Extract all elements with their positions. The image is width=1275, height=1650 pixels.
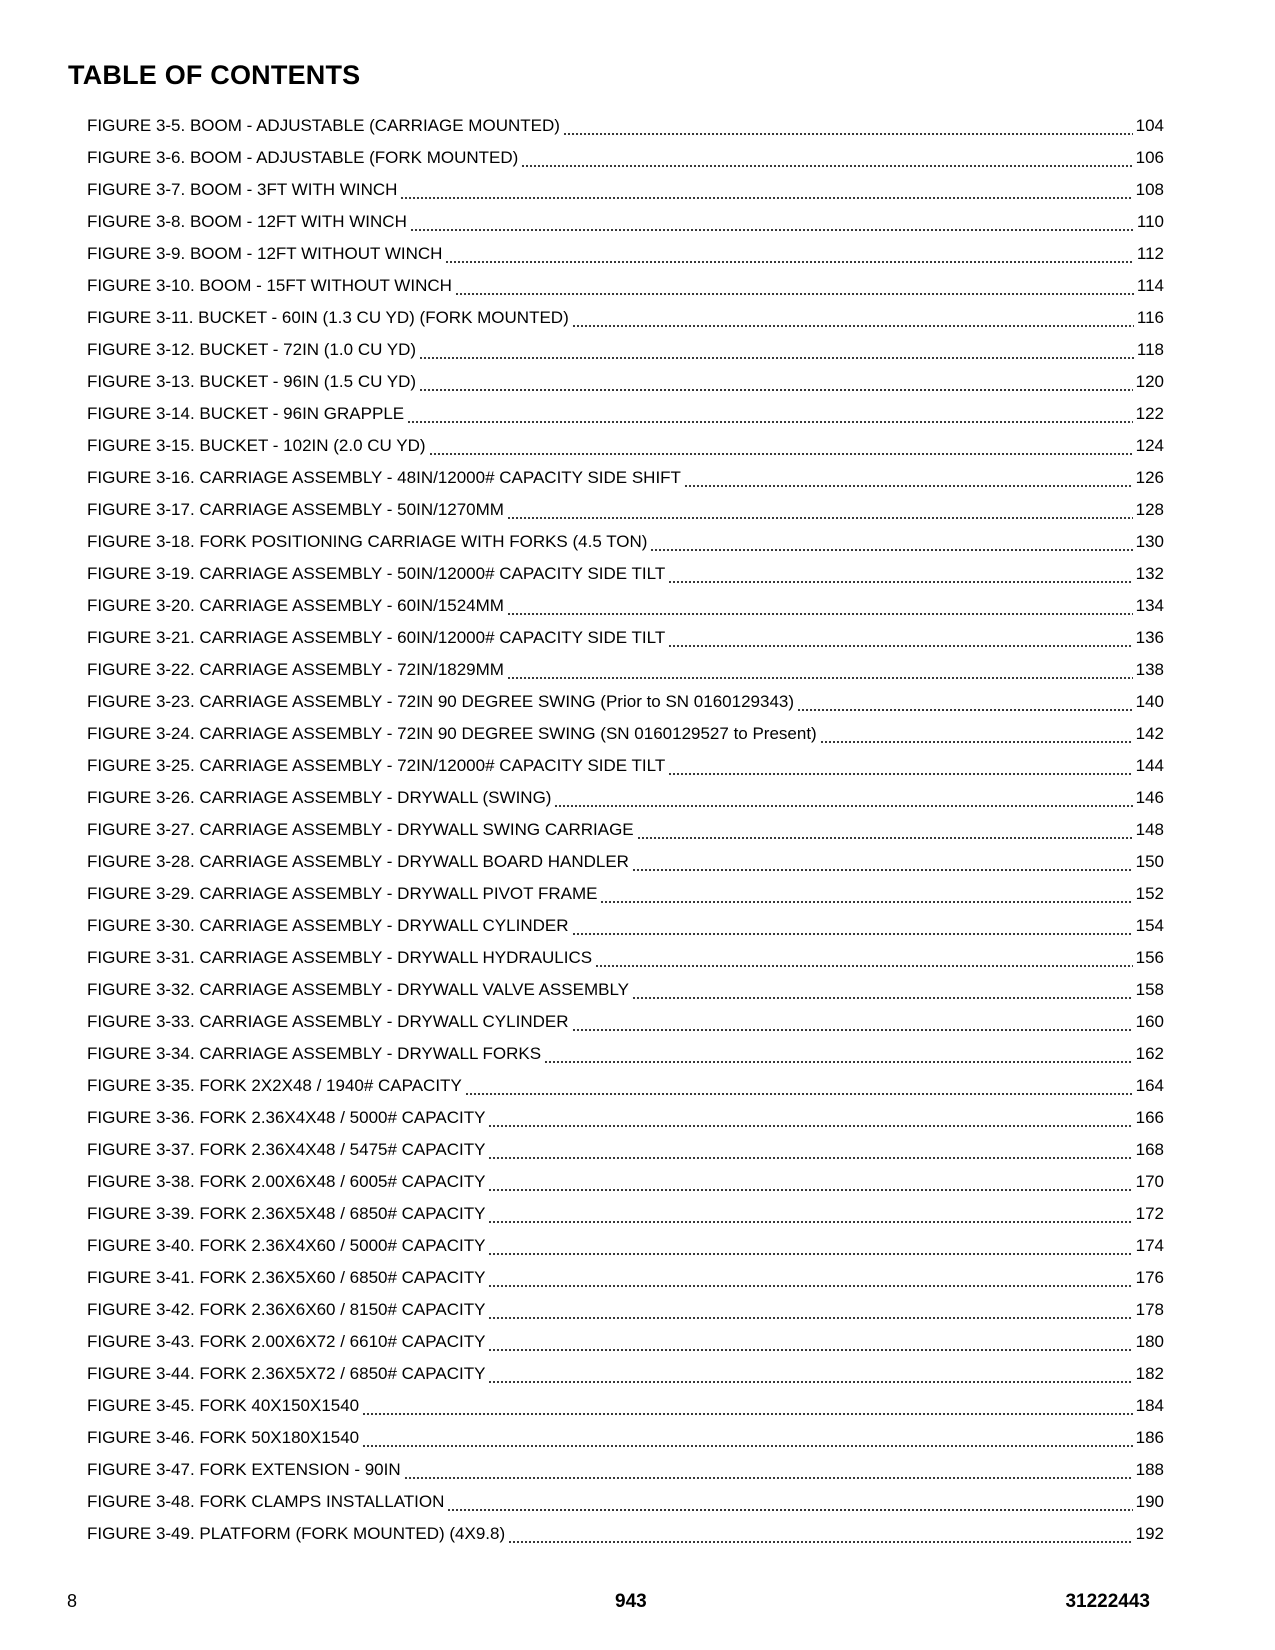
- toc-entry[interactable]: [87, 878, 1164, 910]
- toc-entry-label[interactable]: FIGURE 3-34. CARRIAGE ASSEMBLY - DRYWALL FORKS: [87, 1044, 542, 1063]
- toc-entry-page-number[interactable]: 168: [1135, 1140, 1164, 1159]
- toc-entry[interactable]: [87, 974, 1164, 1006]
- toc-entry[interactable]: [87, 1262, 1164, 1294]
- toc-entry[interactable]: [87, 558, 1164, 590]
- toc-entry-label[interactable]: FIGURE 3-39. FORK 2.36X5X48 / 6850# CAPACITY: [87, 1204, 486, 1223]
- toc-entry[interactable]: [87, 430, 1164, 462]
- toc-entry-label[interactable]: FIGURE 3-15. BUCKET - 102IN (2.0 CU YD): [87, 436, 426, 455]
- dot-leader: [684, 466, 1133, 488]
- dot-leader: [554, 786, 1132, 808]
- toc-entry-page-number[interactable]: 114: [1136, 276, 1164, 295]
- dot-leader: [797, 690, 1133, 712]
- toc-entry-label[interactable]: FIGURE 3-46. FORK 50X180X1540: [87, 1428, 360, 1447]
- toc-entry-page-number[interactable]: 170: [1135, 1172, 1164, 1191]
- toc-entry-label[interactable]: FIGURE 3-9. BOOM - 12FT WITHOUT WINCH: [87, 244, 443, 263]
- toc-entry-page-number[interactable]: 178: [1135, 1300, 1164, 1319]
- toc-entry[interactable]: [87, 846, 1164, 878]
- toc-entry-page-number[interactable]: 118: [1136, 340, 1164, 359]
- toc-entry[interactable]: [87, 174, 1164, 206]
- toc-entry-page-number[interactable]: 188: [1135, 1460, 1164, 1479]
- toc-entry[interactable]: [87, 142, 1164, 174]
- toc-entry-page-number[interactable]: 164: [1135, 1076, 1164, 1095]
- toc-entry-label[interactable]: FIGURE 3-10. BOOM - 15FT WITHOUT WINCH: [87, 276, 452, 295]
- toc-entry-label[interactable]: FIGURE 3-29. CARRIAGE ASSEMBLY - DRYWALL PIVOT FRAME: [87, 884, 598, 903]
- toc-entry-label[interactable]: FIGURE 3-26. CARRIAGE ASSEMBLY - DRYWALL (SWING): [87, 788, 552, 807]
- toc-entry-page-number[interactable]: 104: [1135, 116, 1164, 135]
- dot-leader: [637, 818, 1133, 840]
- toc-entry[interactable]: [87, 526, 1164, 558]
- toc-list: [87, 110, 1164, 1550]
- toc-entry-label[interactable]: FIGURE 3-18. FORK POSITIONING CARRIAGE WITH FORKS (4.5 TON): [87, 532, 648, 551]
- dot-leader: [650, 530, 1132, 552]
- dot-leader: [508, 1522, 1133, 1544]
- toc-entry-page-number[interactable]: 134: [1135, 596, 1164, 615]
- toc-entry-page-number[interactable]: 156: [1135, 948, 1164, 967]
- toc-entry-page-number[interactable]: 174: [1135, 1236, 1164, 1255]
- toc-entry-label[interactable]: FIGURE 3-49. PLATFORM (FORK MOUNTED) (4X9.8): [87, 1524, 506, 1543]
- toc-entry-label[interactable]: FIGURE 3-16. CARRIAGE ASSEMBLY - 48IN/12000# CAPACITY SIDE SHIFT: [87, 468, 681, 487]
- dot-leader: [419, 338, 1134, 360]
- toc-entry-page-number[interactable]: 138: [1135, 660, 1164, 679]
- dot-leader: [668, 626, 1132, 648]
- toc-entry-page-number[interactable]: 192: [1135, 1524, 1164, 1543]
- toc-entry-label[interactable]: FIGURE 3-14. BUCKET - 96IN GRAPPLE: [87, 404, 405, 423]
- toc-entry[interactable]: [87, 1166, 1164, 1198]
- toc-entry-page-number[interactable]: 152: [1135, 884, 1164, 903]
- toc-entry-page-number[interactable]: 110: [1136, 212, 1164, 231]
- dot-leader: [668, 754, 1132, 776]
- dot-leader: [488, 1234, 1132, 1256]
- toc-entry[interactable]: [87, 1454, 1164, 1486]
- toc-entry-page-number[interactable]: 176: [1135, 1268, 1164, 1287]
- dot-leader: [429, 434, 1133, 456]
- toc-entry-label[interactable]: FIGURE 3-28. CARRIAGE ASSEMBLY - DRYWALL BOARD HANDLER: [87, 852, 629, 871]
- toc-entry-page-number[interactable]: 112: [1136, 244, 1164, 263]
- toc-entry-page-number[interactable]: 186: [1135, 1428, 1164, 1447]
- dot-leader: [544, 1042, 1133, 1064]
- toc-entry-label[interactable]: FIGURE 3-38. FORK 2.00X6X48 / 6005# CAPACITY: [87, 1172, 486, 1191]
- toc-entry-label[interactable]: FIGURE 3-12. BUCKET - 72IN (1.0 CU YD): [87, 340, 417, 359]
- toc-entry-page-number[interactable]: 132: [1135, 564, 1164, 583]
- toc-entry-page-number[interactable]: 162: [1135, 1044, 1164, 1063]
- toc-entry-label[interactable]: FIGURE 3-22. CARRIAGE ASSEMBLY - 72IN/1829MM: [87, 660, 504, 679]
- toc-entry-page-number[interactable]: 124: [1135, 436, 1164, 455]
- toc-entry-label[interactable]: FIGURE 3-32. CARRIAGE ASSEMBLY - DRYWALL VALVE ASSEMBLY: [87, 980, 629, 999]
- toc-entry-page-number[interactable]: 136: [1135, 628, 1164, 647]
- dot-leader: [445, 242, 1133, 264]
- toc-entry-page-number[interactable]: 166: [1135, 1108, 1164, 1127]
- toc-entry-label[interactable]: FIGURE 3-21. CARRIAGE ASSEMBLY - 60IN/12000# CAPACITY SIDE TILT: [87, 628, 666, 647]
- toc-entry-page-number[interactable]: 130: [1135, 532, 1164, 551]
- toc-entry-label[interactable]: FIGURE 3-35. FORK 2X2X48 / 1940# CAPACITY: [87, 1076, 462, 1095]
- dot-leader: [488, 1202, 1132, 1224]
- toc-entry-label[interactable]: FIGURE 3-48. FORK CLAMPS INSTALLATION: [87, 1492, 445, 1511]
- toc-entry-label[interactable]: FIGURE 3-31. CARRIAGE ASSEMBLY - DRYWALL HYDRAULICS: [87, 948, 593, 967]
- toc-entry-page-number[interactable]: 180: [1135, 1332, 1164, 1351]
- footer-document-number: 31222443: [1065, 1591, 1150, 1612]
- toc-entry-label[interactable]: FIGURE 3-47. FORK EXTENSION - 90IN: [87, 1460, 401, 1479]
- dot-leader: [507, 498, 1133, 520]
- toc-entry-label[interactable]: FIGURE 3-8. BOOM - 12FT WITH WINCH: [87, 212, 407, 231]
- toc-entry[interactable]: [87, 494, 1164, 526]
- dot-leader: [507, 594, 1133, 616]
- toc-entry[interactable]: [87, 206, 1164, 238]
- footer-center-number: 943: [615, 1591, 647, 1612]
- dot-leader: [572, 306, 1134, 328]
- toc-entry[interactable]: [87, 462, 1164, 494]
- toc-entry[interactable]: [87, 782, 1164, 814]
- toc-entry-label[interactable]: FIGURE 3-40. FORK 2.36X4X60 / 5000# CAPACITY: [87, 1236, 486, 1255]
- toc-entry[interactable]: [87, 110, 1164, 142]
- dot-leader: [488, 1266, 1132, 1288]
- toc-entry[interactable]: [87, 1198, 1164, 1230]
- toc-entry[interactable]: [87, 270, 1164, 302]
- toc-entry-label[interactable]: FIGURE 3-27. CARRIAGE ASSEMBLY - DRYWALL SWING CARRIAGE: [87, 820, 634, 839]
- toc-entry[interactable]: [87, 590, 1164, 622]
- toc-entry[interactable]: [87, 622, 1164, 654]
- toc-entry-label[interactable]: FIGURE 3-13. BUCKET - 96IN (1.5 CU YD): [87, 372, 417, 391]
- dot-leader: [362, 1426, 1132, 1448]
- toc-entry[interactable]: [87, 654, 1164, 686]
- toc-entry[interactable]: [87, 1230, 1164, 1262]
- toc-entry-label[interactable]: FIGURE 3-30. CARRIAGE ASSEMBLY - DRYWALL CYLINDER: [87, 916, 569, 935]
- toc-entry[interactable]: [87, 1102, 1164, 1134]
- toc-entry[interactable]: [87, 1422, 1164, 1454]
- dot-leader: [488, 1106, 1132, 1128]
- dot-leader: [572, 1010, 1133, 1032]
- toc-entry[interactable]: [87, 366, 1164, 398]
- toc-entry-page-number[interactable]: 128: [1135, 500, 1164, 519]
- dot-leader: [488, 1362, 1132, 1384]
- toc-entry[interactable]: [87, 1358, 1164, 1390]
- toc-entry[interactable]: [87, 302, 1164, 334]
- toc-entry[interactable]: [87, 334, 1164, 366]
- toc-entry-page-number[interactable]: 146: [1135, 788, 1164, 807]
- toc-entry-label[interactable]: FIGURE 3-20. CARRIAGE ASSEMBLY - 60IN/1524MM: [87, 596, 504, 615]
- toc-entry[interactable]: [87, 238, 1164, 270]
- dot-leader: [632, 978, 1133, 1000]
- toc-entry-page-number[interactable]: 140: [1135, 692, 1164, 711]
- toc-entry-label[interactable]: FIGURE 3-5. BOOM - ADJUSTABLE (CARRIAGE MOUNTED): [87, 116, 560, 135]
- dot-leader: [488, 1298, 1132, 1320]
- dot-leader: [400, 178, 1132, 200]
- toc-entry[interactable]: [87, 814, 1164, 846]
- toc-entry-label[interactable]: FIGURE 3-6. BOOM - ADJUSTABLE (FORK MOUNTED): [87, 148, 519, 167]
- toc-entry-label[interactable]: FIGURE 3-43. FORK 2.00X6X72 / 6610# CAPACITY: [87, 1332, 486, 1351]
- dot-leader: [410, 210, 1134, 232]
- dot-leader: [595, 946, 1133, 968]
- toc-entry-page-number[interactable]: 182: [1135, 1364, 1164, 1383]
- dot-leader: [488, 1138, 1132, 1160]
- dot-leader: [572, 914, 1133, 936]
- toc-entry-page-number[interactable]: 150: [1135, 852, 1164, 871]
- toc-entry[interactable]: [87, 1326, 1164, 1358]
- toc-entry[interactable]: [87, 750, 1164, 782]
- toc-entry-page-number[interactable]: 126: [1135, 468, 1164, 487]
- dot-leader: [563, 114, 1133, 136]
- toc-entry-page-number[interactable]: 144: [1135, 756, 1164, 775]
- dot-leader: [820, 722, 1133, 744]
- toc-entry-label[interactable]: FIGURE 3-37. FORK 2.36X4X48 / 5475# CAPACITY: [87, 1140, 486, 1159]
- dot-leader: [447, 1490, 1132, 1512]
- dot-leader: [407, 402, 1133, 424]
- toc-entry-page-number[interactable]: 154: [1135, 916, 1164, 935]
- toc-entry-label[interactable]: FIGURE 3-19. CARRIAGE ASSEMBLY - 50IN/12000# CAPACITY SIDE TILT: [87, 564, 666, 583]
- toc-entry[interactable]: [87, 398, 1164, 430]
- toc-entry[interactable]: [87, 1486, 1164, 1518]
- toc-entry-label[interactable]: FIGURE 3-11. BUCKET - 60IN (1.3 CU YD) (FORK MOUNTED): [87, 308, 569, 327]
- toc-entry-label[interactable]: FIGURE 3-41. FORK 2.36X5X60 / 6850# CAPACITY: [87, 1268, 486, 1287]
- toc-entry[interactable]: [87, 1038, 1164, 1070]
- dot-leader: [488, 1170, 1132, 1192]
- toc-entry-label[interactable]: FIGURE 3-23. CARRIAGE ASSEMBLY - 72IN 90 DEGREE SWING (Prior to SN 0160129343): [87, 692, 795, 711]
- dot-leader: [465, 1074, 1133, 1096]
- toc-entry[interactable]: [87, 686, 1164, 718]
- toc-entry[interactable]: [87, 1390, 1164, 1422]
- toc-entry-page-number[interactable]: 122: [1135, 404, 1164, 423]
- dot-leader: [455, 274, 1134, 296]
- toc-entry-page-number[interactable]: 106: [1135, 148, 1164, 167]
- toc-entry-label[interactable]: FIGURE 3-44. FORK 2.36X5X72 / 6850# CAPACITY: [87, 1364, 486, 1383]
- toc-entry-label[interactable]: FIGURE 3-25. CARRIAGE ASSEMBLY - 72IN/12000# CAPACITY SIDE TILT: [87, 756, 666, 775]
- toc-entry-page-number[interactable]: 108: [1135, 180, 1164, 199]
- toc-entry-page-number[interactable]: 184: [1135, 1396, 1164, 1415]
- toc-entry[interactable]: [87, 718, 1164, 750]
- toc-entry-page-number[interactable]: 160: [1135, 1012, 1164, 1031]
- toc-entry[interactable]: [87, 1134, 1164, 1166]
- dot-leader: [668, 562, 1132, 584]
- toc-entry-page-number[interactable]: 142: [1135, 724, 1164, 743]
- toc-entry[interactable]: [87, 942, 1164, 974]
- toc-entry-label[interactable]: FIGURE 3-42. FORK 2.36X6X60 / 8150# CAPACITY: [87, 1300, 486, 1319]
- page-title: TABLE OF CONTENTS: [68, 60, 361, 90]
- toc-entry-label[interactable]: FIGURE 3-45. FORK 40X150X1540: [87, 1396, 360, 1415]
- dot-leader: [488, 1330, 1132, 1352]
- toc-entry[interactable]: [87, 1070, 1164, 1102]
- dot-leader: [507, 658, 1133, 680]
- dot-leader: [404, 1458, 1133, 1480]
- toc-entry[interactable]: [87, 1006, 1164, 1038]
- toc-entry-label[interactable]: FIGURE 3-7. BOOM - 3FT WITH WINCH: [87, 180, 398, 199]
- toc-entry-label[interactable]: FIGURE 3-33. CARRIAGE ASSEMBLY - DRYWALL CYLINDER: [87, 1012, 569, 1031]
- toc-entry-page-number[interactable]: 158: [1135, 980, 1164, 999]
- toc-entry-page-number[interactable]: 120: [1135, 372, 1164, 391]
- dot-leader: [600, 882, 1132, 904]
- toc-entry-page-number[interactable]: 148: [1135, 820, 1164, 839]
- dot-leader: [419, 370, 1133, 392]
- toc-entry-page-number[interactable]: 190: [1135, 1492, 1164, 1511]
- toc-entry-label[interactable]: FIGURE 3-17. CARRIAGE ASSEMBLY - 50IN/1270MM: [87, 500, 504, 519]
- footer-page-number: 8: [67, 1591, 78, 1611]
- toc-entry[interactable]: [87, 1518, 1164, 1550]
- dot-leader: [632, 850, 1133, 872]
- toc-entry-label[interactable]: FIGURE 3-36. FORK 2.36X4X48 / 5000# CAPACITY: [87, 1108, 486, 1127]
- toc-entry[interactable]: [87, 910, 1164, 942]
- toc-entry-page-number[interactable]: 172: [1135, 1204, 1164, 1223]
- toc-entry-label[interactable]: FIGURE 3-24. CARRIAGE ASSEMBLY - 72IN 90 DEGREE SWING (SN 0160129527 to Present): [87, 724, 817, 743]
- dot-leader: [362, 1394, 1132, 1416]
- toc-entry[interactable]: [87, 1294, 1164, 1326]
- toc-entry-page-number[interactable]: 116: [1136, 308, 1164, 327]
- dot-leader: [521, 146, 1132, 168]
